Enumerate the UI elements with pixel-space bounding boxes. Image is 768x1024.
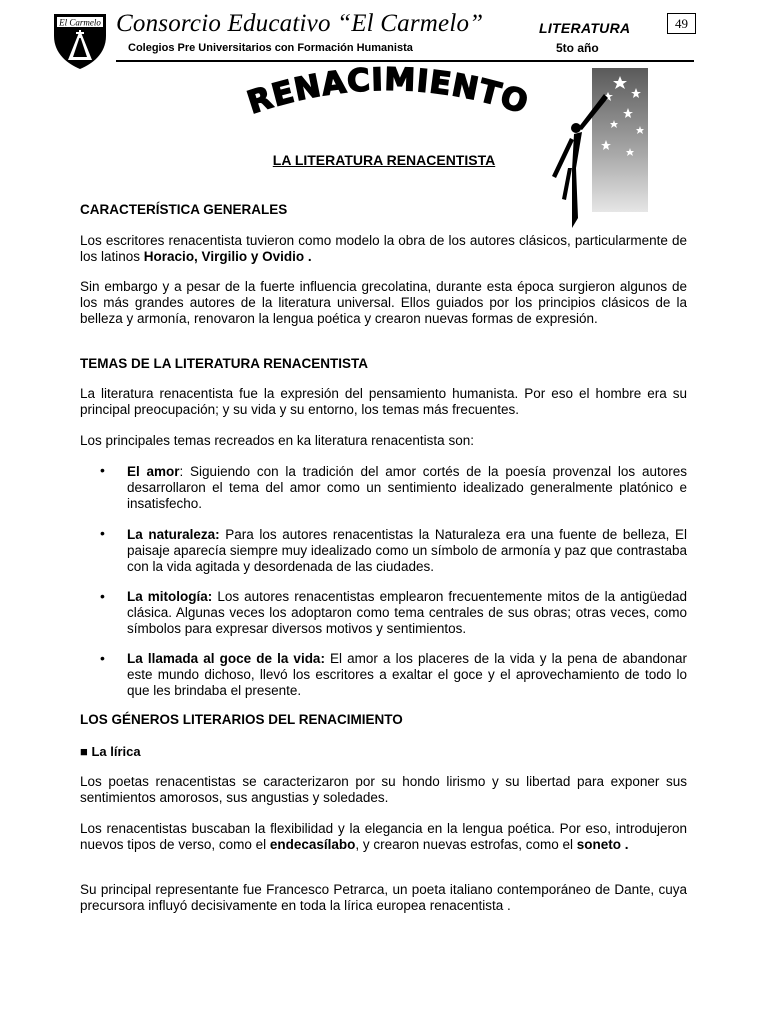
paragraph-characteristics-1: Los escritores renacentista tuvieron como modelo la obra de los autores clásicos, particularmente de los latinos Horacio, Virgilio y Ovidio .: [80, 233, 687, 264]
bullet-marker: •: [100, 650, 105, 666]
theme-item-nature: La naturaleza: Para los autores renacentistas la Naturaleza era una fuente de belleza, El paisaje aparecía siempre muy idealizado como un símbolo de armonía y paz que contrastaba con la vida agitada y desordenada de las ciudades.: [127, 527, 687, 574]
svg-text:RENACIMIENTO: [243, 62, 533, 121]
school-crest-logo: [52, 12, 108, 70]
document-title: LA LITERATURA RENACENTISTA: [272, 152, 496, 168]
bullet-marker: •: [100, 525, 105, 541]
page-number: 49: [667, 13, 696, 34]
subject-label: LITERATURA: [539, 20, 631, 36]
institution-name: Consorcio Educativo “El Carmelo”: [116, 10, 484, 37]
paragraph-lyric-2: Los renacentistas buscaban la flexibilidad y la elegancia en la lengua poética. Por eso, introdujeron nuevos tipos de verso, como el endecasílabo, y crearon nuevas estrofas, como el soneto .: [80, 821, 687, 852]
bullet-marker: •: [100, 462, 105, 478]
theme-item-enjoy-life: La llamada al goce de la vida: El amor a los placeres de la vida y la pena de abandonar este mundo dichoso, llevó los escritores a exaltar el goce y el aprovechamiento de todo lo que les brindaba el presente.: [127, 651, 688, 698]
banner-text: RENACIMIENTO: [243, 62, 533, 122]
tagline: Colegios Pre Universitarios con Formación Humanista: [128, 42, 413, 54]
renacimiento-banner: [238, 62, 538, 126]
bullet-marker: •: [100, 588, 105, 604]
latin-authors: Horacio, Virgilio y Ovidio .: [143, 249, 312, 264]
paragraph-lyric-3: Su principal representante fue Francesco Petrarca, un poeta italiano contemporáneo de Dante, cuya precursora influyó decisivamente en toda la lírica europea renacentista .: [80, 882, 687, 913]
heading-genres: LOS GÉNEROS LITERARIOS DEL RENACIMIENTO: [80, 712, 403, 727]
paragraph-themes-1: La literatura renacentista fue la expresión del pensamiento humanista. Por eso el hombre era su principal preocupación; y su vida y su entorno, los temas más frecuentes.: [80, 386, 687, 417]
paragraph-themes-2: Los principales temas recreados en ka literatura renacentista son:: [80, 433, 474, 448]
heading-characteristics: CARACTERÍSTICA GENERALES: [80, 202, 288, 217]
logo-text: El Carmelo: [59, 17, 101, 28]
theme-item-mythology: La mitología: Los autores renacentistas emplearon frecuentemente mitos de la antigüedad clásica. Algunas veces los adoptaron como tema centrales de sus obras; otras veces, como símbolos para expresar diversos motivos y sentimientos.: [127, 589, 687, 636]
paragraph-characteristics-2: Sin embargo y a pesar de la fuerte influencia grecolatina, durante esta época surgieron algunos de los más grandes autores de la literatura universal. Ellos guiados por los principios clásicos de la belleza y armonía, renovaron la lengua poética y crearon nuevas formas de expresión.: [80, 279, 687, 326]
subheading-lyric: ■ La lírica: [80, 744, 141, 759]
figure-reaching-stars-illustration: [548, 68, 650, 234]
paragraph-lyric-1: Los poetas renacentistas se caracterizaron por su hondo lirismo y su libertad para exponer sus sentimientos amorosos, sus angustias y soledades.: [80, 774, 687, 805]
heading-themes: TEMAS DE LA LITERATURA RENACENTISTA: [80, 356, 368, 371]
theme-item-love: El amor: Siguiendo con la tradición del amor cortés de la poesía provenzal los autores desarrollaron el tema del amor como un sentimiento idealizado generalmente platónico e insatisfecho.: [127, 464, 687, 511]
grade-label: 5to año: [556, 41, 599, 55]
